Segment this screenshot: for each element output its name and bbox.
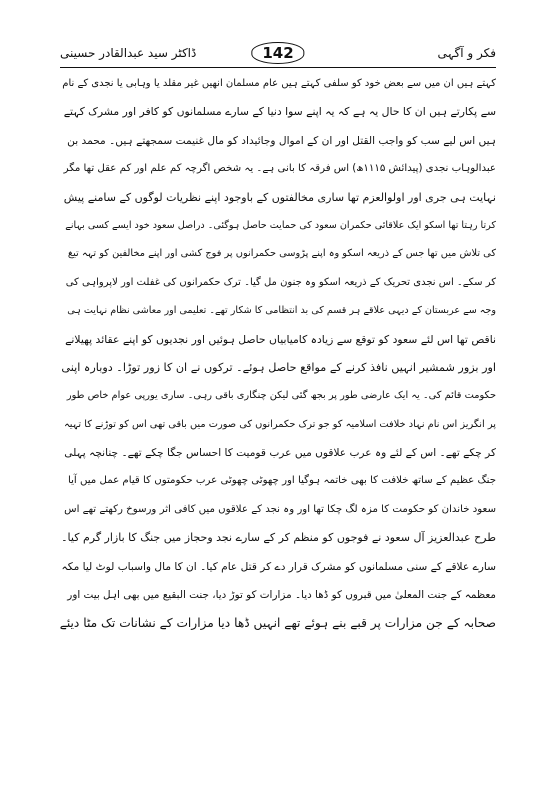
text-line: کہتے ہیں ان میں سے بعض خود کو سلفی کہتے ہیں عام مسلمان انھیں غیر مقلد یا وہابی یا نجدی کے نام xyxy=(62,78,496,89)
body-text xyxy=(60,70,496,638)
text-line: پر انگریز اس نام نہاد خلافت اسلامیہ کو جو ترک حکمرانوں کی صورت میں باقی تھی اس کو توڑنے کا تہیہ xyxy=(64,418,496,430)
text-line: سارے علاقے کے سنی مسلمانوں کو مشرک قرار دے کر قتل عام کیا۔ ان کا مال واسباب لوٹ لیا مکہ xyxy=(61,560,496,573)
header-author: ڈاکٹر سید عبدالقادر حسینی xyxy=(60,46,197,60)
text-line: نہایت ہی جری اور اولوالعزم تھا ساری مخالفتوں کے باوجود اپنے نظریات لوگوں کے سامنے پیش xyxy=(63,190,496,204)
text-line: حکومت قائم کی۔ یہ ایک عارضی طور پر بجھ گئی لیکن چنگاری باقی رہی۔ ساری یورپی عوام خاص طور xyxy=(66,390,496,402)
text-line: ناقص تھا اس لئے سعود کو توقع سے زیادہ کامیابیاں حاصل ہوئیں اور نجدیوں کو اپنے عقائد پھیلانے xyxy=(65,332,496,346)
text-line: کر چکے تھے۔ اس کے لئے وہ عرب علاقوں میں عرب قومیت کا احساس جگا چکے تھے۔ چنانچہ پہلی xyxy=(64,447,496,460)
text-line: عبدالوہاب نجدی (پیدائش ۱۱۱۵ھ) اس فرقہ کا بانی ہے۔ یہ شخص اگرچہ کم علم اور کم عقل تھا مگر xyxy=(63,163,496,175)
text-line: جنگ عظیم کے ساتھ خلافت کا بھی خاتمہ ہوگیا اور چھوٹی چھوٹی عرب حکومتوں کا قیام عمل میں آیا xyxy=(67,475,496,487)
header-rule xyxy=(60,67,496,68)
text-line: سے پکارتے ہیں ان کا حال یہ ہے کہ یہ اپنے سوا دنیا کے سارے مسلمانوں کو کافر اور مشرک کہتے xyxy=(63,105,496,119)
text-line: طرح عبدالعزیز آل سعود نے فوجوں کو منظم کر کے سارے نجد وحجاز میں جنگ کا بازار گرم کیا۔ xyxy=(61,531,496,545)
header-book-title: فکر و آگہی xyxy=(437,46,496,60)
text-line: کرتا رہتا تھا اسکو ایک علاقائی حکمران سعود کی حمایت حاصل ہوگئی۔ دراصل سعود خود ایسے کسی بہانے xyxy=(65,219,496,231)
page-header xyxy=(60,42,496,66)
page-number: 142 xyxy=(251,42,304,64)
text-line: معظمہ کے جنت المعلیٰ میں قبروں کو ڈھا دیا۔ مزارات کو توڑ دیا، جنت البقیع میں بھی اہل بیت اور xyxy=(67,589,496,602)
text-line: کر سکے۔ اس نجدی تحریک کے ذریعہ اسکو وہ جنون مل گیا۔ ترک حکمرانوں کی غفلت اور لاپرواہی کی xyxy=(65,276,496,288)
text-line: ہیں اس لیے سب کو واجب القتل اور ان کے اموال وجائیداد کو مال غنیمت سمجھتے ہیں۔ محمد بن xyxy=(67,134,496,147)
text-line: سعود خاندان کو حکومت کا مزہ لگ چکا تھا اور وہ نجد کے علاقوں میں کافی اثر ورسوخ رکھتے تھے اس xyxy=(64,503,496,515)
text-line: وجہ سے عربستان کے دیہی علاقے ہر قسم کی بد انتظامی کا شکار تھے۔ تعلیمی اور معاشی نظام نہایت ہی xyxy=(67,305,496,317)
text-line: اور بزور شمشیر انہیں نافذ کرنے کے مواقع حاصل ہوئے۔ ترکوں نے ان کا زور توڑا۔ دوبارہ اپنی xyxy=(61,360,496,374)
text-line: صحابہ کے جن مزارات پر قبے بنے ہوئے تھے انہیں ڈھا دیا مزارات کے نشانات تک مٹا دیئے xyxy=(60,616,496,631)
text-line: کی تلاش میں تھا جس کے ذریعہ اسکو وہ اپنے پڑوسی حکمرانوں پر فوج کشی اور اپنے مخالفین کو تہہ تیغ xyxy=(67,248,496,260)
